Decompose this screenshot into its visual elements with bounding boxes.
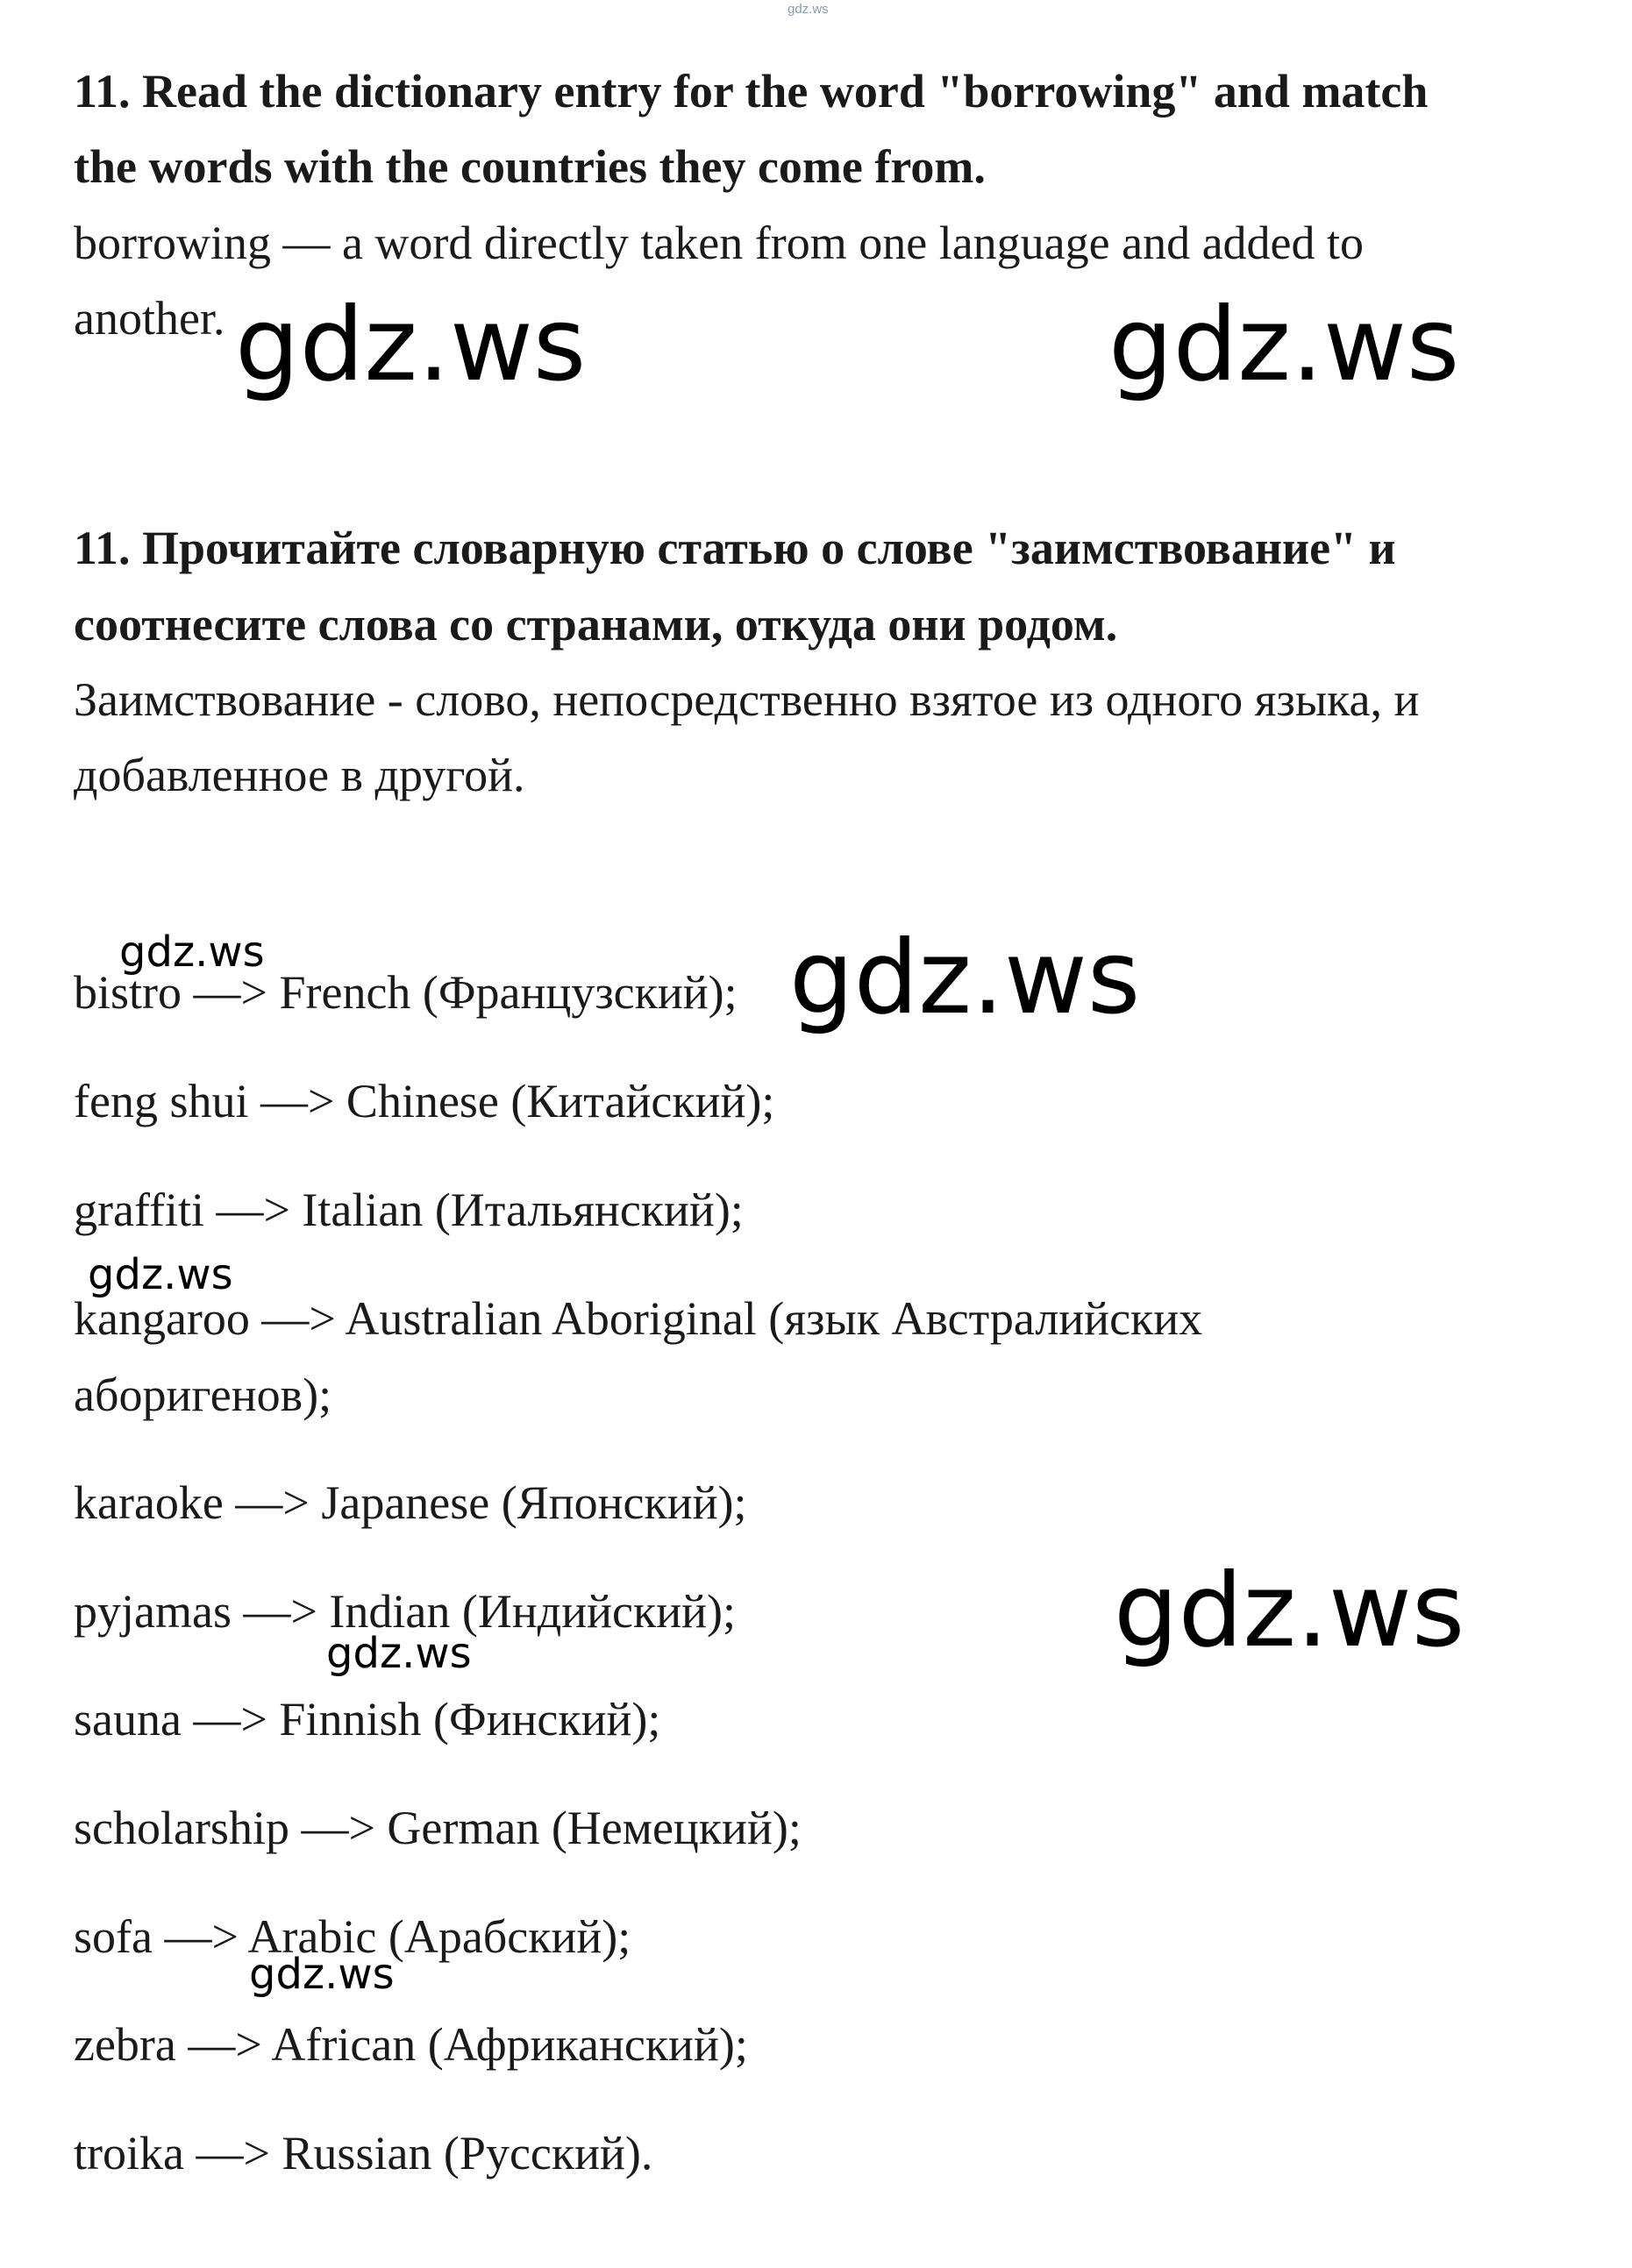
watermark-large-3: gdz.ws <box>789 919 1141 1037</box>
answer-karaoke: karaoke —> Japanese (Японский); <box>74 1476 747 1529</box>
english-definition-line-2: another. <box>74 292 225 345</box>
answer-zebra: zebra —> African (Африканский); <box>74 2018 748 2071</box>
watermark-small-2: gdz.ws <box>88 1250 233 1299</box>
russian-heading-line-2: соотнесите слова со странами, откуда они родом. <box>74 598 1118 651</box>
answer-sofa: sofa —> Arabic (Арабский); <box>74 1910 631 1963</box>
watermark-small-1: gdz.ws <box>119 928 265 977</box>
answer-bistro: bistro —> French (Французский); <box>74 966 738 1019</box>
answer-troika: troika —> Russian (Русский). <box>74 2127 653 2179</box>
answer-sauna: sauna —> Finnish (Финский); <box>74 1693 661 1745</box>
russian-definition-line-2: добавленное в другой. <box>74 749 525 801</box>
watermark-large-4: gdz.ws <box>1114 1552 1465 1670</box>
answer-scholarship: scholarship —> German (Немецкий); <box>74 1802 802 1854</box>
russian-definition-line-1: Заимствование - слово, непосредственно взятое из одного языка, и <box>74 673 1420 726</box>
watermark-small-3: gdz.ws <box>326 1629 472 1678</box>
answer-graffiti: graffiti —> Italian (Итальянский); <box>74 1184 744 1236</box>
answer-kangaroo-continued: аборигенов); <box>74 1369 332 1421</box>
english-definition-line-1: borrowing — a word directly taken from one language and added to <box>74 217 1365 269</box>
russian-heading-line-1: 11. Прочитайте словарную статью о слове "заимствование" и <box>74 522 1396 574</box>
answer-kangaroo: kangaroo —> Australian Aboriginal (язык Австралийских <box>74 1292 1203 1345</box>
watermark-large-2: gdz.ws <box>1108 286 1460 404</box>
watermark-small-4: gdz.ws <box>249 1950 395 1999</box>
english-heading-line-1: 11. Read the dictionary entry for the word "borrowing" and match <box>74 65 1429 117</box>
top-watermark: gdz.ws <box>787 2 829 17</box>
watermark-large-1: gdz.ws <box>235 286 587 404</box>
english-heading-line-2: the words with the countries they come from. <box>74 140 986 193</box>
answer-feng-shui: feng shui —> Chinese (Китайский); <box>74 1075 775 1127</box>
answer-pyjamas: pyjamas —> Indian (Индийский); <box>74 1585 736 1638</box>
